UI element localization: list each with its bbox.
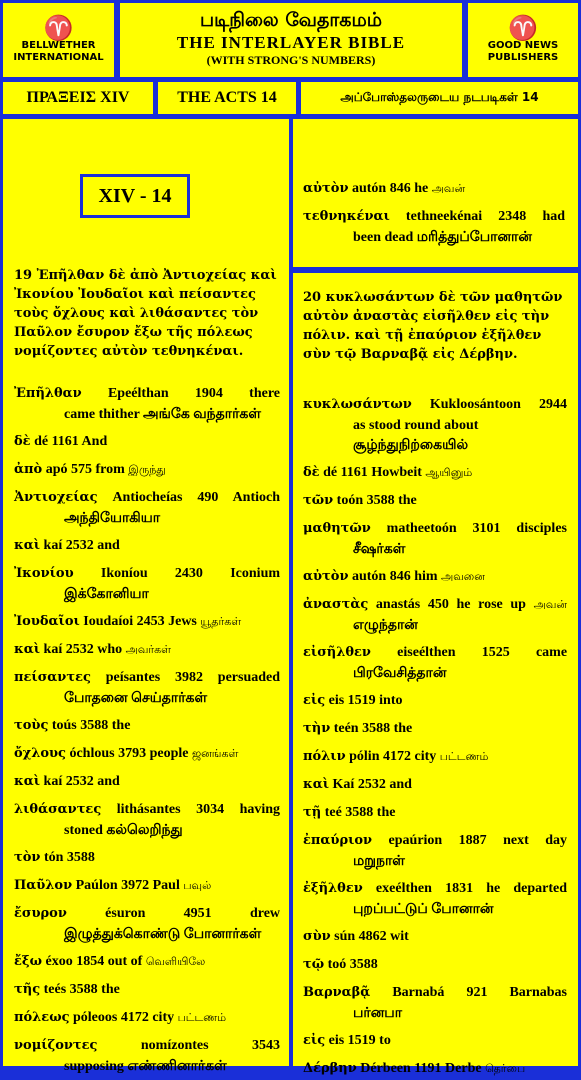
transliteration: matheetoón: [386, 521, 457, 536]
greek-word: τῆς: [14, 982, 41, 997]
chapter-label: XIV - 14: [80, 174, 190, 218]
word-entry: [303, 802, 567, 824]
strongs-number: 1904: [194, 386, 223, 401]
tamil-gloss: அவன்: [533, 598, 568, 611]
english-gloss: who: [97, 642, 123, 657]
strongs-number: 1161: [51, 434, 79, 449]
gloss-continuation: supposing எண்ணினார்கள்: [64, 1059, 227, 1074]
nav-tamil-label: அப்போஸ்தலருடைய நடபடிகள் 14: [340, 90, 539, 104]
english-gloss: and: [97, 538, 120, 553]
word-entry: [14, 383, 280, 425]
transliteration: autón: [351, 181, 387, 196]
english-gloss: wit: [390, 929, 409, 944]
english-gloss: to: [379, 1033, 391, 1048]
transliteration: Kukloosántoon: [429, 397, 521, 412]
word-entry: [14, 459, 280, 481]
gloss-continuation: இக்கோனியா: [64, 587, 149, 602]
word-entry: [14, 563, 280, 605]
english-gloss: from: [95, 462, 125, 477]
greek-word: πόλεως: [14, 1010, 70, 1025]
strongs-number: 1519: [347, 693, 376, 708]
english-gloss: drew: [249, 906, 281, 921]
transliteration: lithásantes: [116, 802, 181, 817]
english-gloss: the: [111, 718, 131, 733]
transliteration: eis: [328, 693, 345, 708]
word-entry: [14, 847, 280, 869]
word-entry: [14, 979, 280, 1001]
tamil-gloss: அவர்கள்: [125, 643, 172, 656]
gloss-continuation: போதனை செய்தார்கள்: [64, 691, 208, 706]
word-entry: [303, 746, 567, 768]
verse-19-text: 19 Ἐπῆλθαν δὲ ἀπὸ Ἀντιοχείας καὶ Ἰκονίου Ἰουδαῖοι καὶ πείσαντες τοὺς ὄχλους καὶ λιθάσαντες τὸν Παῦλον ἔσυρον ἔξω τῆς πόλεως νομίζοντες αὐτὸν τεθνηκέναι.: [14, 268, 277, 359]
nav-greek[interactable]: [3, 82, 153, 114]
transliteration: epaúrion: [388, 833, 443, 848]
transliteration: toús: [51, 718, 77, 733]
english-gloss: the: [393, 721, 413, 736]
greek-word: εἰσῆλθεν: [303, 645, 371, 660]
greek-word: σὺν: [303, 929, 331, 944]
tamil-gloss: அவனை: [441, 570, 485, 583]
strongs-number: 1519: [347, 1033, 376, 1048]
transliteration: Paúlon: [75, 878, 118, 893]
word-entry: [14, 771, 280, 793]
english-gloss: disciples: [516, 521, 567, 536]
ram-icon: ♈: [508, 14, 538, 42]
transliteration: teén: [333, 721, 359, 736]
strongs-number: 3982: [174, 670, 203, 685]
logo-line2: INTERNATIONAL: [13, 52, 104, 63]
transliteration: Kaí: [332, 777, 355, 792]
strongs-number: 3034: [196, 802, 225, 817]
english-gloss: Antioch: [232, 490, 281, 505]
strongs-number: 2453: [136, 614, 165, 629]
gloss-continuation: பர்னபா: [353, 1006, 403, 1021]
greek-word: μαθητῶν: [303, 521, 371, 536]
verse-19-entries: [14, 383, 280, 1077]
strongs-number: 2532: [357, 777, 386, 792]
strongs-number: 3588: [345, 805, 374, 820]
greek-word: λιθάσαντες: [14, 802, 102, 817]
transliteration: autón: [351, 569, 387, 584]
transliteration: teés: [43, 982, 67, 997]
gloss-continuation: அந்தியோகியா: [64, 511, 161, 526]
greek-word: Ἐπῆλθαν: [14, 386, 82, 401]
word-entry: [14, 1035, 280, 1077]
transliteration: Barnabá: [392, 985, 445, 1000]
greek-word: καὶ: [14, 642, 41, 657]
strongs-number: 1831: [445, 881, 474, 896]
bellwether-logo: [3, 3, 114, 77]
greek-word: Δέρβην: [303, 1061, 357, 1076]
transliteration: exeélthen: [375, 881, 432, 896]
transliteration: toó: [327, 957, 347, 972]
word-entry: [303, 178, 565, 200]
word-entry: [303, 926, 567, 948]
greek-word: εἰς: [303, 693, 326, 708]
transliteration: pólin: [349, 749, 380, 764]
english-gloss: and: [389, 777, 412, 792]
tamil-gloss: அவன்: [431, 182, 466, 195]
word-entry: [14, 535, 280, 557]
greek-word: νομίζοντες: [14, 1038, 98, 1053]
title-block: [120, 3, 462, 77]
english-gloss: and: [97, 774, 120, 789]
gloss-continuation: came thither அங்கே வந்தார்கள்: [64, 407, 261, 422]
word-entry: [303, 690, 567, 712]
greek-word: Ἰκονίου: [14, 566, 74, 581]
transliteration: sún: [334, 929, 356, 944]
english-gloss: people: [149, 746, 189, 761]
gloss-continuation: புறப்பட்டுப் போனான்: [353, 902, 494, 917]
word-entry: [303, 206, 565, 248]
transliteration: peísantes: [105, 670, 161, 685]
word-entry: [303, 718, 567, 740]
strongs-number: 921: [466, 985, 488, 1000]
tamil-gloss: வெளியிலே: [145, 955, 206, 968]
tamil-gloss: பட்டணம்: [177, 1011, 227, 1024]
strongs-number: 3588: [349, 957, 378, 972]
tamil-gloss: ஆயினும்: [425, 466, 473, 479]
word-entry: [303, 566, 567, 588]
greek-word: τῷ: [303, 957, 325, 972]
word-entry: [303, 642, 567, 684]
word-entry: [14, 743, 280, 765]
greek-word: Βαρναβᾷ: [303, 985, 371, 1000]
greek-word: κυκλωσάντων: [303, 397, 412, 412]
verse-20-text: 20 κυκλωσάντων δὲ τῶν μαθητῶν αὐτὸν ἀναστὰς εἰσῆλθεν εἰς τὴν πόλιν. καὶ τῇ ἐπαύριον ἐξῆλθεν σὺν τῷ Βαρναβᾷ εἰς Δέρβην.: [303, 290, 563, 362]
transliteration: tethneekénai: [405, 209, 483, 224]
nav-tamil[interactable]: [301, 82, 578, 114]
english-gloss: next day: [503, 833, 568, 848]
transliteration: Antiocheías: [112, 490, 183, 505]
strongs-number: 2532: [65, 774, 94, 789]
transliteration: eis: [328, 1033, 345, 1048]
strongs-number: 2430: [174, 566, 203, 581]
greek-word: τῶν: [303, 493, 334, 508]
english-gloss: into: [379, 693, 403, 708]
strongs-number: 4172: [382, 749, 411, 764]
tamil-title: படிநிலை வேதாகமம்: [199, 9, 383, 31]
transliteration: Epeélthan: [107, 386, 169, 401]
greek-word: τοὺς: [14, 718, 49, 733]
greek-word: τῇ: [303, 805, 322, 820]
transliteration: kaí: [43, 774, 63, 789]
greek-word: Παῦλον: [14, 878, 73, 893]
greek-word: αὐτὸν: [303, 181, 349, 196]
english-gloss: he rose up: [456, 597, 526, 612]
transliteration: dé: [34, 434, 49, 449]
tamil-gloss: பட்டணம்: [439, 750, 489, 763]
gloss-continuation: stoned கல்லெறிந்து: [64, 823, 183, 838]
word-entry: [14, 715, 280, 737]
english-gloss: the: [398, 493, 417, 508]
tamil-gloss: பவுல்: [183, 879, 212, 892]
page-subtitle: (WITH STRONG'S NUMBERS): [206, 53, 376, 67]
verse-20-entries: [303, 394, 567, 1080]
transliteration: óchlous: [69, 746, 115, 761]
strongs-number: 3588: [366, 493, 395, 508]
greek-word: καὶ: [14, 774, 41, 789]
nav-english-label: THE ACTS 14: [177, 89, 277, 106]
strongs-number: 2944: [539, 397, 567, 412]
english-gloss: there: [249, 386, 280, 401]
strongs-number: 3588: [66, 850, 95, 865]
verse-19-cont-entries: [303, 178, 565, 248]
english-gloss: had: [542, 209, 566, 224]
strongs-number: 846: [389, 181, 411, 196]
transliteration: nomízontes: [140, 1038, 209, 1053]
tamil-gloss: இருந்து: [128, 463, 166, 476]
english-gloss: city: [414, 749, 437, 764]
gloss-continuation: been dead மரித்துப்போனான்: [353, 230, 532, 245]
transliteration: éxoo: [45, 954, 73, 969]
transliteration: Ikoníou: [100, 566, 148, 581]
word-entry: [303, 394, 567, 456]
greek-word: ἔσυρον: [14, 906, 67, 921]
strongs-number: 575: [71, 462, 92, 477]
word-entry: [303, 594, 567, 636]
transliteration: Dérbeen: [360, 1061, 411, 1076]
word-entry: [303, 878, 567, 920]
word-entry: [303, 1058, 567, 1080]
transliteration: eiseélthen: [397, 645, 456, 660]
gloss-continuation: எழுந்தான்: [353, 618, 418, 633]
word-entry: [14, 799, 280, 841]
greek-word: δὲ: [303, 465, 320, 480]
gloss-continuation: இழுத்துக்கொண்டு போனார்கள்: [64, 927, 262, 942]
greek-word: καὶ: [14, 538, 41, 553]
strongs-number: 450: [427, 597, 449, 612]
english-gloss: city: [152, 1010, 175, 1025]
english-gloss: having: [239, 802, 281, 817]
transliteration: anastás: [375, 597, 421, 612]
word-entry: [303, 954, 567, 976]
english-gloss: him: [414, 569, 438, 584]
greek-word: τὸν: [14, 850, 41, 865]
word-entry: [14, 903, 280, 945]
word-entry: [14, 431, 280, 453]
transliteration: dé: [323, 465, 338, 480]
strongs-number: 3543: [252, 1038, 280, 1053]
greek-word: καὶ: [303, 777, 330, 792]
transliteration: kaí: [43, 642, 63, 657]
strongs-number: 4951: [183, 906, 212, 921]
strongs-number: 3588: [80, 718, 109, 733]
tamil-gloss: தெர்பை: [485, 1062, 526, 1075]
strongs-number: 846: [389, 569, 411, 584]
english-gloss: came: [535, 645, 568, 660]
logo-line1: BELLWETHER: [21, 40, 96, 51]
english-gloss: the: [376, 805, 396, 820]
greek-word: αὐτὸν: [303, 569, 349, 584]
strongs-number: 3793: [118, 746, 147, 761]
word-entry: [303, 462, 567, 484]
word-entry: [14, 951, 280, 973]
strongs-number: 3588: [362, 721, 391, 736]
greek-word: τεθνηκέναι: [303, 209, 390, 224]
strongs-number: 2532: [65, 538, 94, 553]
transliteration: tón: [43, 850, 64, 865]
english-gloss: out of: [107, 954, 143, 969]
word-entry: [14, 1007, 280, 1029]
strongs-number: 1854: [76, 954, 105, 969]
word-entry: [303, 774, 567, 796]
strongs-number: 2532: [65, 642, 94, 657]
word-entry: [303, 830, 567, 872]
strongs-number: 3101: [472, 521, 501, 536]
tamil-gloss: ஜனங்கள்: [191, 747, 239, 760]
greek-word: πόλιν: [303, 749, 346, 764]
word-entry: [303, 490, 567, 512]
strongs-number: 4862: [358, 929, 387, 944]
good-news-logo: [468, 3, 578, 77]
ram-icon: ♈: [43, 14, 74, 42]
greek-word: ἐξῆλθεν: [303, 881, 363, 896]
gloss-continuation: as stood round about சூழ்ந்துநிற்கையில்: [353, 418, 479, 453]
english-gloss: And: [81, 434, 108, 449]
english-gloss: Jews: [168, 614, 197, 629]
nav-english[interactable]: [158, 82, 296, 114]
strongs-number: 1191: [414, 1061, 442, 1076]
word-entry: [14, 487, 280, 529]
strongs-number: 1525: [481, 645, 510, 660]
strongs-number: 490: [197, 490, 219, 505]
transliteration: teé: [324, 805, 342, 820]
page-title: THE INTERLAYER BIBLE: [176, 33, 406, 52]
greek-word: ἐπαύριον: [303, 833, 373, 848]
greek-word: Ἰουδαῖοι: [14, 614, 80, 629]
greek-word: ἔξω: [14, 954, 42, 969]
transliteration: kaí: [43, 538, 63, 553]
greek-word: ἀπὸ: [14, 462, 43, 477]
transliteration: Ioudaíoi: [83, 614, 134, 629]
english-gloss: he: [414, 181, 429, 196]
transliteration: apó: [45, 462, 68, 477]
greek-word: Ἀντιοχείας: [14, 490, 98, 505]
english-gloss: Howbeit: [371, 465, 422, 480]
strongs-number: 3588: [69, 982, 98, 997]
word-entry: [303, 1030, 567, 1052]
greek-word: πείσαντες: [14, 670, 91, 685]
logo-line1: GOOD NEWS: [487, 40, 559, 51]
greek-word: εἰς: [303, 1033, 326, 1048]
strongs-number: 2348: [498, 209, 527, 224]
tamil-gloss: யூதர்கள்: [200, 615, 242, 628]
strongs-number: 3972: [121, 878, 150, 893]
greek-word: τὴν: [303, 721, 331, 736]
english-gloss: Iconium: [230, 566, 281, 581]
strongs-number: 1887: [458, 833, 487, 848]
greek-word: ἀναστὰς: [303, 597, 369, 612]
gloss-continuation: மறுநாள்: [353, 854, 405, 869]
strongs-number: 4172: [120, 1010, 149, 1025]
english-gloss: he departed: [486, 881, 568, 896]
word-entry: [303, 982, 567, 1024]
gloss-continuation: பிரவேசித்தான்: [353, 666, 447, 681]
greek-word: ὄχλους: [14, 746, 66, 761]
english-gloss: persuaded: [217, 670, 281, 685]
english-gloss: Derbe: [445, 1061, 482, 1076]
gloss-continuation: சீஷர்கள்: [353, 542, 406, 557]
transliteration: toón: [336, 493, 364, 508]
english-gloss: Paul: [152, 878, 180, 893]
word-entry: [14, 875, 280, 897]
logo-line2: PUBLISHERS: [487, 52, 559, 63]
word-entry: [14, 611, 280, 633]
transliteration: póleoos: [73, 1010, 118, 1025]
english-gloss: Barnabas: [509, 985, 568, 1000]
strongs-number: 1161: [340, 465, 368, 480]
transliteration: ésuron: [105, 906, 146, 921]
english-gloss: the: [101, 982, 120, 997]
nav-greek-label: ΠΡΑΞΕΙΣ XIV: [26, 89, 130, 106]
word-entry: [14, 667, 280, 709]
greek-word: δὲ: [14, 434, 31, 449]
word-entry: [303, 518, 567, 560]
word-entry: [14, 639, 280, 661]
